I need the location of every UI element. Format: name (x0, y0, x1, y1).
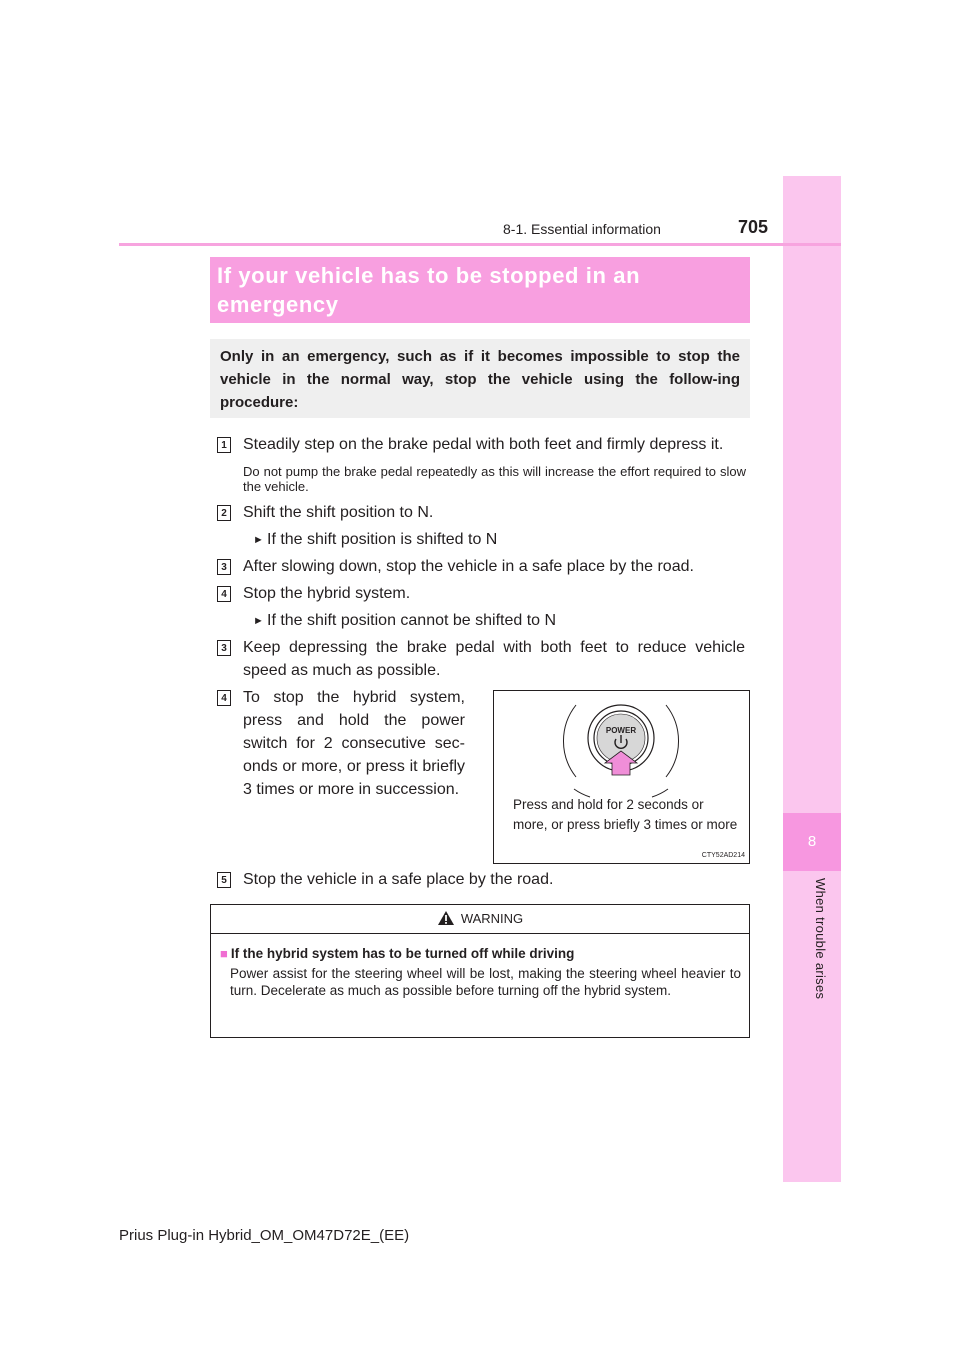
intro-box: Only in an emergency, such as if it becomes impossible to stop the vehicle in the normal way, stop the vehicle using the follow-ing procedure: (210, 339, 750, 418)
step-number: 4 (217, 690, 231, 706)
step-number: 4 (217, 586, 231, 602)
step-text: Stop the hybrid system. (243, 585, 411, 602)
step-text: Shift the shift position to N. (243, 504, 434, 521)
warning-title: ■ If the hybrid system has to be turned off while driving (220, 946, 575, 961)
step-text: Stop the vehicle in a safe place by the road. (243, 871, 554, 888)
footer-doc-id: Prius Plug-in Hybrid_OM_OM47D72E_(EE) (119, 1227, 410, 1244)
chapter-number: 8 (783, 813, 841, 871)
warning-text: Power assist for the steering wheel will be lost, making the steering wheel heavier to turn. Decelerate as much as possible before turning off the hybrid system. (230, 966, 741, 998)
step-number: 2 (217, 505, 231, 521)
chapter-title: When trouble arises (813, 878, 828, 1000)
step-number: 3 (217, 559, 231, 575)
case-heading: ► If the shift position is shifted to N (253, 528, 497, 552)
section-title-box (210, 257, 750, 323)
figure-caption: Press and hold for 2 seconds or more, or press briefly 3 times or more (513, 797, 738, 832)
chapter-side-tab (783, 176, 841, 1182)
figure-code: CTY52AD214 (701, 852, 745, 859)
section-title-line2: emergency (217, 292, 339, 317)
power-button-label: POWER (605, 726, 637, 735)
warning-header (211, 905, 749, 934)
header-rule (119, 243, 841, 246)
step-note: Do not pump the brake pedal repeatedly as this will increase the effort required to slow the vehicle. (243, 464, 746, 494)
step-text: To stop the hybrid system, press and hold the power switch for 2 consecutive sec-onds or more, or press it briefly 3 times or more in succession. (243, 689, 465, 798)
power-switch-illustration (494, 691, 749, 801)
triangle-bullet-icon: ► (253, 615, 264, 627)
step-number: 1 (217, 437, 231, 453)
warning-box (210, 904, 750, 1038)
square-bullet-icon: ■ (220, 946, 228, 961)
step-text: Steadily step on the brake pedal with both feet and firmly depress it. (243, 436, 724, 453)
power-switch-figure (493, 690, 750, 864)
step-number: 5 (217, 872, 231, 888)
case-heading: ► If the shift position cannot be shifted to N (253, 609, 556, 633)
section-label: 8-1. Essential information (503, 221, 661, 237)
page-number: 705 (738, 217, 769, 237)
warning-label: WARNING (460, 911, 524, 926)
step-text: Keep depressing the brake pedal with both feet to reduce vehicle speed as much as possible. (243, 639, 745, 679)
step-text: After slowing down, stop the vehicle in a safe place by the road. (243, 558, 694, 575)
section-title-line1: If your vehicle has to be stopped in an (217, 263, 641, 288)
step-number: 3 (217, 640, 231, 656)
triangle-bullet-icon: ► (253, 534, 264, 546)
warning-triangle-icon (437, 910, 455, 926)
